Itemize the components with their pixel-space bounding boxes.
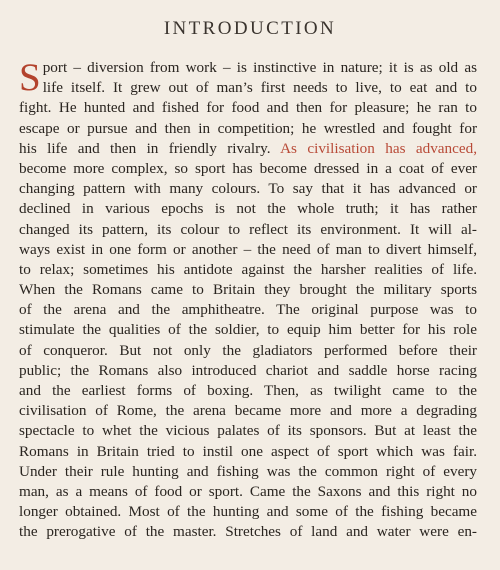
text-line xyxy=(19,220,477,240)
text-line-content: man, as a means of food or sport. Came the Saxons and this right no xyxy=(19,482,477,500)
page-title: INTRODUCTION xyxy=(163,18,337,39)
text-line-content: the prerogative of the master. Stretches of land and water were en- xyxy=(19,523,477,541)
text-line-content: public; the Romans also introduced chariot and saddle horse racing xyxy=(19,361,477,379)
text-line-content: Romans in Britain tried to instil one aspect of sport which was fair. xyxy=(19,442,477,460)
text-line xyxy=(19,381,477,401)
text-line-content: When the Romans came to Britain they brought the military sports xyxy=(19,281,477,299)
text-line-content: Under their rule hunting and fishing was the common right of every xyxy=(19,462,477,480)
text-line-content: stimulate the qualities of the soldier, to equip him better for his role xyxy=(19,321,477,339)
body-text xyxy=(19,58,477,543)
drop-cap: S xyxy=(19,56,41,99)
text-line xyxy=(19,401,477,421)
text-line-content: escape or pursue and then in competition; he wrestled and fought for xyxy=(19,119,477,137)
text-line-content: life itself. It grew out of man’s first needs to live, to eat and to xyxy=(42,79,477,97)
text-line xyxy=(19,240,477,260)
text-line xyxy=(19,341,477,361)
text-line xyxy=(19,361,477,381)
text-line xyxy=(19,280,477,300)
text-line-content: ways exist in one form or another – the need of man to divert himself, xyxy=(19,240,477,258)
text-line-content: of the arena and the amphitheatre. The original purpose was to xyxy=(19,301,477,319)
text-line xyxy=(19,421,477,441)
text-line xyxy=(19,139,477,159)
text-line-content: port – diversion from work – is instinctive in nature; it is as old as xyxy=(42,59,477,76)
text-line-content: become more complex, so sport has become dressed in a coat of ever xyxy=(19,159,477,177)
text-line xyxy=(19,179,477,199)
text-line-content: changed its pattern, its colour to reflect its environment. It will al- xyxy=(19,220,477,238)
text-line xyxy=(19,522,477,542)
text-line xyxy=(19,300,477,320)
text-line xyxy=(19,260,477,280)
text-line-content: longer obtained. Most of the hunting and some of the fishing became xyxy=(19,503,477,521)
text-line xyxy=(19,502,477,522)
text-line xyxy=(19,78,477,98)
text-line xyxy=(19,482,477,502)
text-line-content: civilisation of Rome, the arena became more and more a degrading xyxy=(19,402,477,420)
text-line-content: spectacle to whet the vicious palates of its sponsors. But at least the xyxy=(19,422,477,440)
text-line xyxy=(19,442,477,462)
text-line xyxy=(19,199,477,219)
text-line-content: declined in various epochs is not the whole truth; it has rather xyxy=(19,200,477,218)
text-line xyxy=(19,98,477,118)
text-line xyxy=(19,462,477,482)
text-line xyxy=(19,320,477,340)
text-line xyxy=(19,119,477,139)
text-line-content: and the earliest forms of boxing. Then, as twilight came to the xyxy=(19,382,477,399)
text-line xyxy=(19,159,477,179)
text-line-content: to relax; sometimes his antidote against the harsher realities of life. xyxy=(19,260,477,278)
text-line-content: fight. He hunted and fished for food and then for pleasure; he ran to xyxy=(19,99,477,117)
text-line-content: his life and then in friendly rivalry. xyxy=(19,139,281,157)
text-line-content: of conqueror. But not only the gladiators performed before their xyxy=(19,341,477,359)
highlighted-text: As civilisation has advanced, xyxy=(280,139,478,157)
text-line-content: changing pattern with many colours. To say that it has advanced or xyxy=(19,180,477,198)
